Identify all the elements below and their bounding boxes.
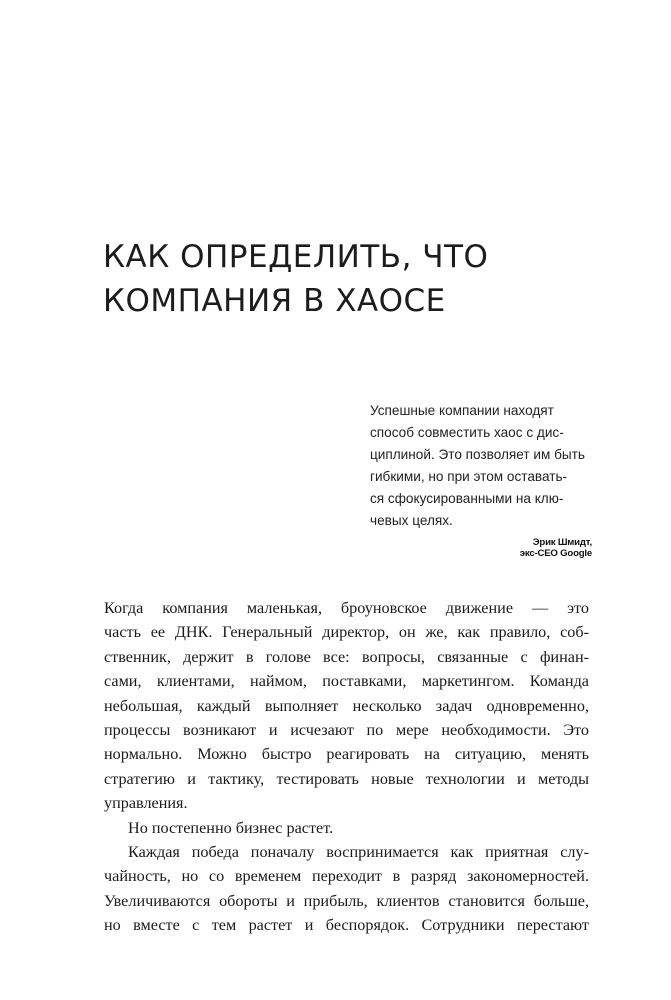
body-line: Но постепенно бизнес растет. bbox=[128, 818, 334, 837]
body-line: Каждая победа поначалу воспринимается как приятная слу- bbox=[128, 842, 589, 861]
epigraph-line: Успешные компании находят bbox=[370, 403, 554, 418]
epigraph-line: чевых целях. bbox=[370, 513, 453, 528]
body-line: небольшая, каждый выполняет несколько задач одновременно, bbox=[104, 696, 589, 715]
body-line: но вместе с тем растет и беспорядок. Сотрудники перестают bbox=[104, 916, 589, 935]
body-line: управления. bbox=[104, 794, 188, 813]
body-line: стратегию и тактику, тестировать новые технологии и методы bbox=[104, 769, 589, 788]
body-line: Увеличиваются обороты и прибыль, клиентов становится больше, bbox=[104, 891, 589, 910]
epigraph bbox=[370, 400, 592, 559]
epigraph-attribution bbox=[370, 537, 592, 559]
body-line: ственник, держит в голове все: вопросы, связанные с финан- bbox=[104, 647, 589, 666]
body-line: чайность, но со временем переходит в разряд закономерностей. bbox=[104, 867, 589, 886]
body-line: сами, клиентами, наймом, поставками, маркетингом. Команда bbox=[104, 672, 589, 691]
body-line: часть ее ДНК. Генеральный директор, он же, как правило, соб- bbox=[104, 623, 589, 642]
chapter-title bbox=[103, 235, 583, 323]
epigraph-line: ся сфокусированными на клю- bbox=[370, 491, 564, 506]
epigraph-author-name: Эрик Шмидт, bbox=[532, 537, 592, 548]
body-line: процессы возникают и исчезают по мере необходимости. Это bbox=[104, 720, 589, 739]
chapter-title-line-2: КОМПАНИЯ В ХАОСЕ bbox=[103, 283, 446, 319]
body-line: нормально. Можно быстро реагировать на ситуацию, менять bbox=[104, 745, 589, 764]
epigraph-line: гибкими, но при этом оставать- bbox=[370, 469, 568, 484]
body-line: Когда компания маленькая, броуновское движение — это bbox=[104, 599, 589, 617]
body-text bbox=[104, 596, 589, 937]
epigraph-author-role: экс-CEO Google bbox=[519, 548, 592, 559]
epigraph-line: способ совместить хаос с дис- bbox=[370, 425, 564, 440]
chapter-title-line-1: КАК ОПРЕДЕЛИТЬ, ЧТО bbox=[103, 239, 489, 275]
epigraph-quote bbox=[370, 400, 592, 532]
epigraph-line: циплиной. Это позволяет им быть bbox=[370, 447, 585, 462]
